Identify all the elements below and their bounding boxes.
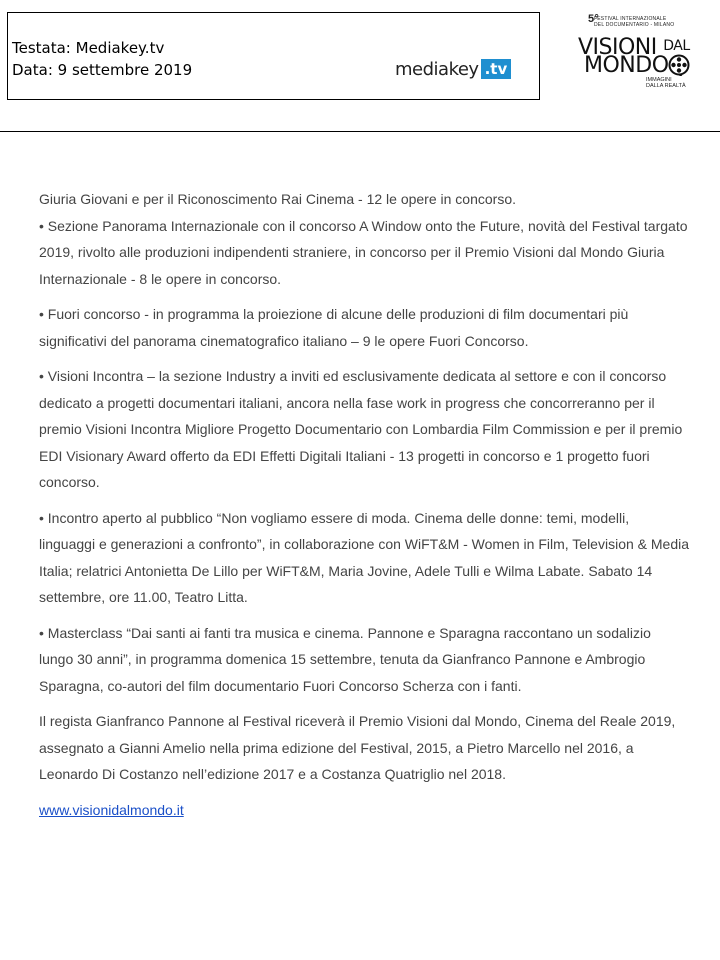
paragraph-5: • Masterclass “Dai santi ai fanti tra musica e cinema. Pannone e Sparagna raccontano un sodalizio lungo 30 anni”, in programma domenica 15 settembre, tenuta da Gianfranco Pannone e Ambrogio Sparagna, co-autori del film documentario Fuori Concorso Scherza con i fanti. [39,624,651,694]
festival-edition: 5° [588,13,599,25]
festival-logo-tagline [588,13,694,28]
festival-sub-2: DALLA REALTÀ [646,83,686,89]
festival-tagline-2: DEL DOCUMENTARIO - MILANO [594,22,675,28]
website-link-paragraph [39,797,689,824]
festival-logo [572,14,692,94]
paragraph-4: • Incontro aperto al pubblico “Non vogliamo essere di moda. Cinema delle donne: temi, modelli, linguaggi e generazioni a confronto”, in collaborazione con WiFT&M - Women in Film, Television & Media Italia; relatrici Antonietta De Lillo per WiFT&M, Maria Jovine, Adele Tulli e Wilma Labate. Sabato 14 settembre, ore 11.00, Teatro Litta. [39,509,690,605]
festival-word-mondo: MONDO [584,53,669,78]
header-box [7,12,540,100]
website-link[interactable]: www.visionidalmondo.it [39,801,184,818]
testata-label: Testata: Mediakey.tv [12,39,165,57]
paragraph-1: Giuria Giovani e per il Riconoscimento Rai Cinema - 12 le opere in concorso. • Sezione Panorama Internazionale con il concorso A Window onto the Future, novità del Festival targato 2019, rivolto alle produzioni indipendenti straniere, in concorso per il Premio Visioni dal Mondo Giuria Internazionale - 8 le opere in concorso. [39,191,688,287]
mediakey-logo-suffix: .tv [481,59,512,79]
film-reel-icon [668,54,690,76]
header-meta [12,37,192,81]
festival-word-dal: DAL [663,38,690,54]
paragraph-2: • Fuori concorso - in programma la proiezione di alcune delle produzioni di film documentari più significativi del panorama cinematografico italiano – 9 le opere Fuori Concorso. [39,306,629,349]
mediakey-logo-word: mediakey [395,58,479,80]
date-label: Data: 9 settembre 2019 [12,61,193,79]
mediakey-logo [395,57,511,81]
paragraph-6: Il regista Gianfranco Pannone al Festival riceverà il Premio Visioni dal Mondo, Cinema del Reale 2019, assegnato a Gianni Amelio nella prima edizione del Festival, 2015, a Pietro Marcello nel 2016, a Leonardo Di Costanzo nell’edizione 2017 e a Costanza Quatriglio nel 2018. [39,713,676,782]
header-divider [0,131,720,132]
festival-logo-subtitle [646,77,686,89]
festival-word-visioni: VISIONI [578,35,657,60]
festival-tagline-1: FESTIVAL INTERNAZIONALE [594,16,667,22]
paragraph-3: • Visioni Incontra – la sezione Industry a inviti ed esclusivamente dedicata al settore e con il concorso dedicato a progetti documentari italiani, ancora nella fase work in progress che concorreranno per il premio Visioni Incontra Migliore Progetto Documentario con Lombardia Film Commission e per il premio EDI Visionary Award offerto da EDI Effetti Digitali Italiani - 13 progetti in concorso e 1 progetto fuori concorso. [39,368,683,490]
article-body [39,186,689,832]
festival-sub-1: IMMAGINI [646,77,672,83]
